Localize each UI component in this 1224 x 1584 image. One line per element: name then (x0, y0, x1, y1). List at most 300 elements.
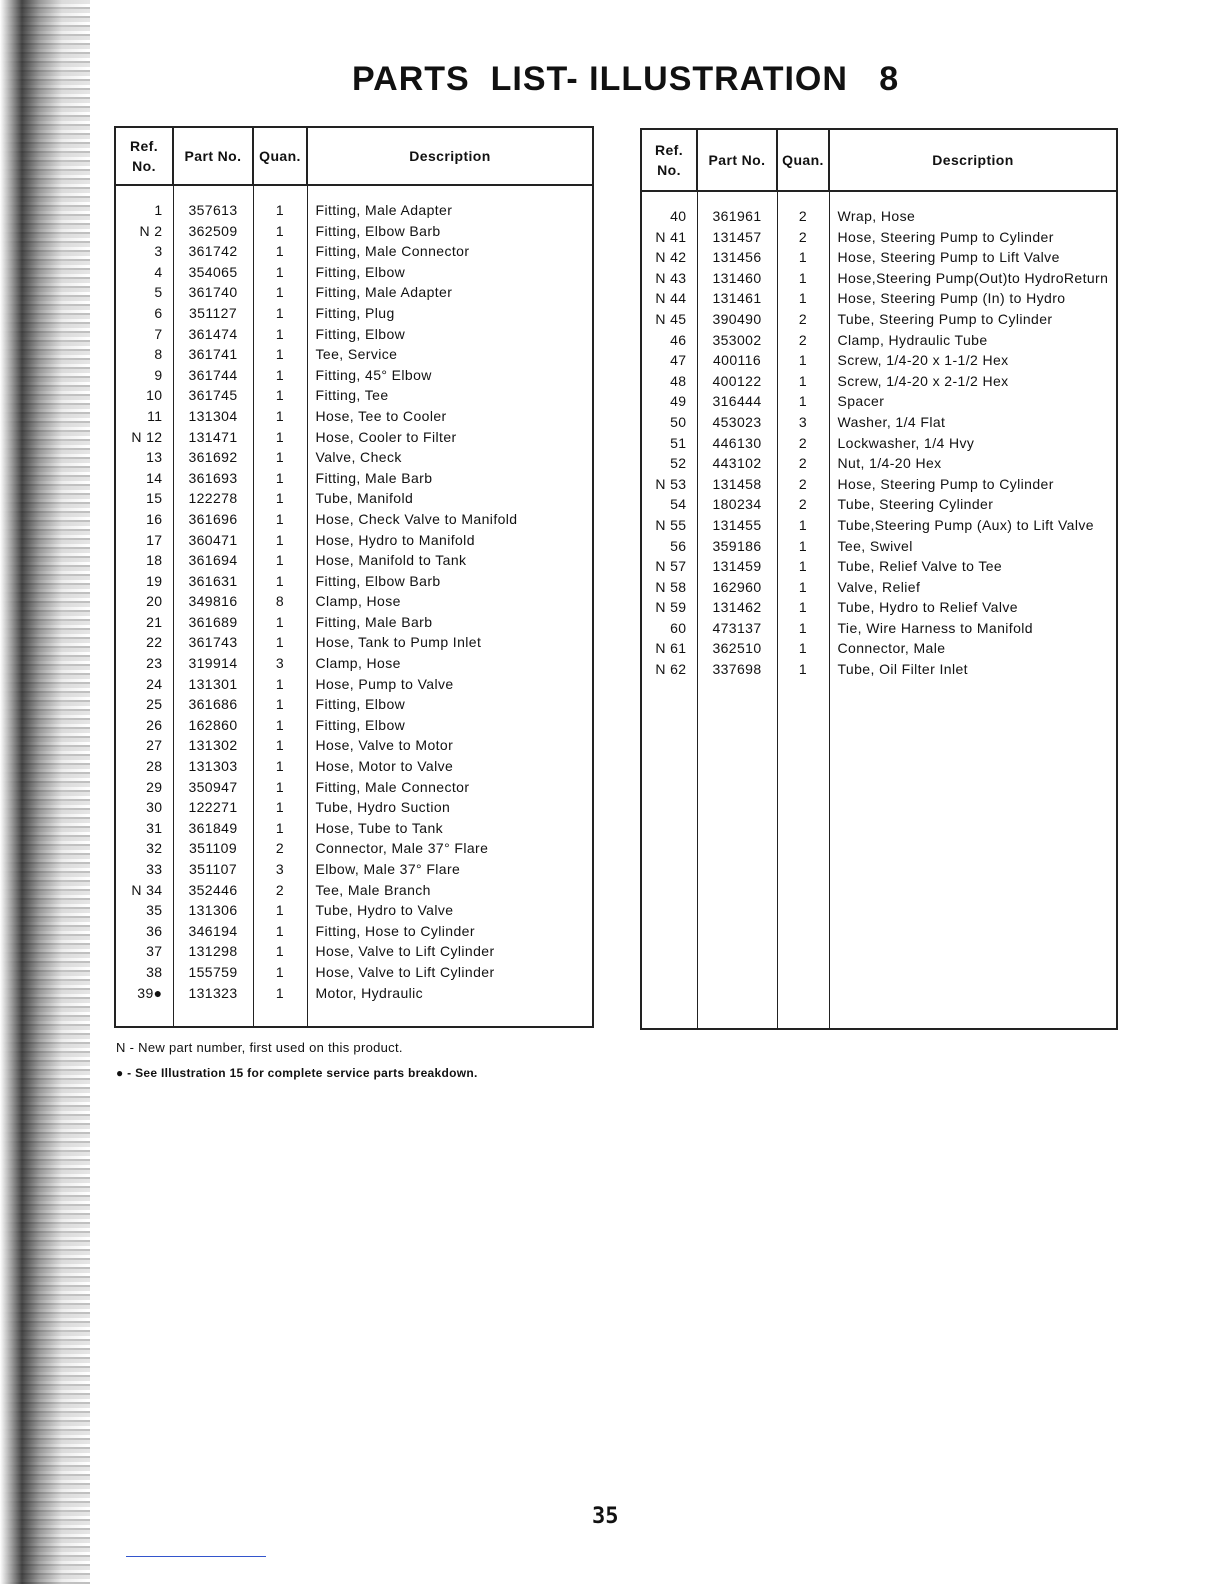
description-cell: Hose, Steering Pump (In) to Hydro (829, 288, 1117, 309)
part-no-cell: 453023 (697, 412, 777, 433)
table-row (641, 412, 1117, 433)
table-row (115, 838, 593, 859)
quantity-cell: 2 (777, 191, 829, 227)
ref-no-cell: 30 (115, 797, 173, 818)
ref-no-cell: 60 (641, 618, 697, 639)
table-row (115, 427, 593, 448)
part-no-cell: 131306 (173, 900, 253, 921)
description-cell: Hose, Pump to Valve (307, 674, 593, 695)
table-row (641, 191, 1117, 227)
description-cell: Hose,Steering Pump(Out)to HydroReturn (829, 268, 1117, 289)
part-no-cell: 353002 (697, 330, 777, 351)
table-row (115, 694, 593, 715)
table-row (641, 474, 1117, 495)
part-no-cell: 131303 (173, 756, 253, 777)
quantity-cell: 1 (253, 941, 307, 962)
quantity-cell: 1 (777, 350, 829, 371)
ref-no-cell: 18 (115, 550, 173, 571)
quantity-cell: 1 (777, 391, 829, 412)
table-row (115, 530, 593, 551)
table-filler-row (641, 680, 1117, 1029)
description-cell: Wrap, Hose (829, 191, 1117, 227)
quantity-cell: 1 (253, 571, 307, 592)
description-cell: Fitting, Plug (307, 303, 593, 324)
ref-no-cell: N 2 (115, 221, 173, 242)
table-row (115, 488, 593, 509)
description-cell: Fitting, Elbow (307, 715, 593, 736)
quantity-cell: 1 (253, 262, 307, 283)
header-ref-no: Ref. No. (641, 129, 697, 191)
description-cell: Hose, Valve to Lift Cylinder (307, 962, 593, 983)
ref-no-cell: 5 (115, 282, 173, 303)
ref-no-cell: 14 (115, 468, 173, 489)
page-title: PARTS LIST- ILLUSTRATION 8 (352, 60, 900, 98)
quantity-cell: 1 (253, 509, 307, 530)
description-cell: Tee, Service (307, 344, 593, 365)
part-no-cell: 361631 (173, 571, 253, 592)
description-cell: Fitting, Male Adapter (307, 185, 593, 221)
description-cell: Fitting, Elbow (307, 262, 593, 283)
part-no-cell: 446130 (697, 433, 777, 454)
part-no-cell: 361849 (173, 818, 253, 839)
quantity-cell: 3 (777, 412, 829, 433)
table-row (641, 638, 1117, 659)
description-cell: Valve, Relief (829, 577, 1117, 598)
quantity-cell: 1 (777, 268, 829, 289)
table-row (115, 365, 593, 386)
table-row (641, 371, 1117, 392)
quantity-cell: 2 (253, 880, 307, 901)
description-cell: Connector, Male (829, 638, 1117, 659)
ref-no-cell: 51 (641, 433, 697, 454)
footnote-see-illustration: ● - See Illustration 15 for complete service parts breakdown. (116, 1066, 478, 1080)
ref-no-cell: N 43 (641, 268, 697, 289)
quantity-cell: 1 (253, 530, 307, 551)
description-cell: Tube, Oil Filter Inlet (829, 659, 1117, 680)
quantity-cell: 1 (253, 632, 307, 653)
table-row (115, 185, 593, 221)
description-cell: Spacer (829, 391, 1117, 412)
description-cell: Hose, Valve to Motor (307, 735, 593, 756)
part-no-cell: 362509 (173, 221, 253, 242)
part-no-cell: 400122 (697, 371, 777, 392)
description-cell: Fitting, Elbow (307, 324, 593, 345)
ref-no-cell: 22 (115, 632, 173, 653)
table-row (115, 262, 593, 283)
part-no-cell: 350947 (173, 777, 253, 798)
ref-no-cell: 48 (641, 371, 697, 392)
table-row (115, 550, 593, 571)
table-row (115, 344, 593, 365)
ref-no-cell: 25 (115, 694, 173, 715)
ref-no-cell: 35 (115, 900, 173, 921)
part-no-cell: 351127 (173, 303, 253, 324)
part-no-cell: 131461 (697, 288, 777, 309)
part-no-cell: 122278 (173, 488, 253, 509)
ref-no-cell: 32 (115, 838, 173, 859)
description-cell: Hose, Tank to Pump Inlet (307, 632, 593, 653)
table-row (115, 509, 593, 530)
empty-cell (697, 680, 777, 1029)
table-row (641, 536, 1117, 557)
quantity-cell: 1 (777, 577, 829, 598)
empty-cell (307, 1003, 593, 1027)
table-row (641, 247, 1117, 268)
ref-no-cell: 24 (115, 674, 173, 695)
parts-table-right (640, 128, 1118, 1030)
description-cell: Tube, Hydro to Valve (307, 900, 593, 921)
table-row (641, 309, 1117, 330)
ref-no-cell: 29 (115, 777, 173, 798)
empty-cell (253, 1003, 307, 1027)
ref-no-cell: 27 (115, 735, 173, 756)
quantity-cell: 2 (253, 838, 307, 859)
quantity-cell: 1 (253, 797, 307, 818)
quantity-cell: 1 (777, 597, 829, 618)
table-row (641, 556, 1117, 577)
quantity-cell: 1 (253, 427, 307, 448)
description-cell: Lockwasher, 1/4 Hvy (829, 433, 1117, 454)
table-row (115, 941, 593, 962)
ref-no-cell: 56 (641, 536, 697, 557)
table-row (115, 612, 593, 633)
table-row (641, 330, 1117, 351)
quantity-cell: 2 (777, 494, 829, 515)
description-cell: Fitting, Male Barb (307, 468, 593, 489)
ref-no-cell: N 34 (115, 880, 173, 901)
table-row (641, 288, 1117, 309)
table-row (115, 632, 593, 653)
parts-table-left (114, 126, 594, 1028)
empty-cell (829, 680, 1117, 1029)
ref-no-cell: 20 (115, 591, 173, 612)
table-row (115, 221, 593, 242)
description-cell: Motor, Hydraulic (307, 983, 593, 1004)
quantity-cell: 1 (253, 735, 307, 756)
description-cell: Screw, 1/4-20 x 2-1/2 Hex (829, 371, 1117, 392)
part-no-cell: 131456 (697, 247, 777, 268)
ref-no-cell: 50 (641, 412, 697, 433)
description-cell: Hose, Steering Pump to Cylinder (829, 227, 1117, 248)
quantity-cell: 3 (253, 653, 307, 674)
table-row (641, 227, 1117, 248)
table-row (115, 983, 593, 1004)
quantity-cell: 1 (253, 715, 307, 736)
quantity-cell: 1 (253, 468, 307, 489)
empty-cell (115, 1003, 173, 1027)
ref-no-cell: 31 (115, 818, 173, 839)
quantity-cell: 2 (777, 227, 829, 248)
table-row (115, 591, 593, 612)
quantity-cell: 1 (253, 282, 307, 303)
header-description: Description (829, 129, 1117, 191)
description-cell: Tube, Relief Valve to Tee (829, 556, 1117, 577)
table-row (641, 433, 1117, 454)
table-row (115, 324, 593, 345)
table-row (115, 818, 593, 839)
quantity-cell: 1 (777, 371, 829, 392)
part-no-cell: 400116 (697, 350, 777, 371)
description-cell: Connector, Male 37° Flare (307, 838, 593, 859)
part-no-cell: 155759 (173, 962, 253, 983)
quantity-cell: 1 (253, 612, 307, 633)
header-part-no: Part No. (173, 127, 253, 185)
table-row (115, 406, 593, 427)
quantity-cell: 1 (777, 288, 829, 309)
ref-no-cell: 26 (115, 715, 173, 736)
description-cell: Fitting, Elbow Barb (307, 571, 593, 592)
quantity-cell: 1 (253, 900, 307, 921)
quantity-cell: 1 (253, 303, 307, 324)
ref-no-cell: 13 (115, 447, 173, 468)
ref-no-cell: 47 (641, 350, 697, 371)
ref-no-cell: 4 (115, 262, 173, 283)
description-cell: Tie, Wire Harness to Manifold (829, 618, 1117, 639)
part-no-cell: 180234 (697, 494, 777, 515)
part-no-cell: 361743 (173, 632, 253, 653)
description-cell: Tube, Steering Cylinder (829, 494, 1117, 515)
ref-no-cell: N 62 (641, 659, 697, 680)
part-no-cell: 131458 (697, 474, 777, 495)
description-cell: Tube, Hydro Suction (307, 797, 593, 818)
quantity-cell: 1 (777, 659, 829, 680)
quantity-cell: 1 (253, 962, 307, 983)
part-no-cell: 360471 (173, 530, 253, 551)
part-no-cell: 162960 (697, 577, 777, 598)
part-no-cell: 361689 (173, 612, 253, 633)
table-row (115, 797, 593, 818)
bottom-rule (126, 1556, 266, 1557)
ref-no-cell: 38 (115, 962, 173, 983)
header-quan: Quan. (253, 127, 307, 185)
part-no-cell: 349816 (173, 591, 253, 612)
ref-no-cell: 7 (115, 324, 173, 345)
part-no-cell: 443102 (697, 453, 777, 474)
part-no-cell: 131298 (173, 941, 253, 962)
part-no-cell: 352446 (173, 880, 253, 901)
description-cell: Screw, 1/4-20 x 1-1/2 Hex (829, 350, 1117, 371)
quantity-cell: 2 (777, 474, 829, 495)
description-cell: Hose, Check Valve to Manifold (307, 509, 593, 530)
description-cell: Tube, Steering Pump to Cylinder (829, 309, 1117, 330)
quantity-cell: 1 (253, 488, 307, 509)
ref-no-cell: 28 (115, 756, 173, 777)
description-cell: Hose, Hydro to Manifold (307, 530, 593, 551)
table-row (115, 735, 593, 756)
part-no-cell: 361693 (173, 468, 253, 489)
part-no-cell: 351109 (173, 838, 253, 859)
description-cell: Clamp, Hydraulic Tube (829, 330, 1117, 351)
part-no-cell: 319914 (173, 653, 253, 674)
table-row (115, 715, 593, 736)
part-no-cell: 316444 (697, 391, 777, 412)
ref-no-cell: 39● (115, 983, 173, 1004)
part-no-cell: 361740 (173, 282, 253, 303)
part-no-cell: 361742 (173, 241, 253, 262)
quantity-cell: 2 (777, 433, 829, 454)
ref-no-cell: 1 (115, 185, 173, 221)
part-no-cell: 131304 (173, 406, 253, 427)
ref-no-cell: 15 (115, 488, 173, 509)
part-no-cell: 131457 (697, 227, 777, 248)
part-no-cell: 337698 (697, 659, 777, 680)
ref-no-cell: 49 (641, 391, 697, 412)
quantity-cell: 1 (253, 921, 307, 942)
part-no-cell: 131302 (173, 735, 253, 756)
description-cell: Hose, Manifold to Tank (307, 550, 593, 571)
part-no-cell: 122271 (173, 797, 253, 818)
table-row (641, 350, 1117, 371)
ref-no-cell: N 55 (641, 515, 697, 536)
description-cell: Hose, Steering Pump to Cylinder (829, 474, 1117, 495)
ref-no-cell: 11 (115, 406, 173, 427)
ref-no-cell: 10 (115, 385, 173, 406)
ref-no-cell: N 44 (641, 288, 697, 309)
footnote-new-part: N - New part number, first used on this product. (116, 1040, 403, 1055)
part-no-cell: 362510 (697, 638, 777, 659)
description-cell: Hose, Cooler to Filter (307, 427, 593, 448)
table-row (641, 618, 1117, 639)
description-cell: Tube, Hydro to Relief Valve (829, 597, 1117, 618)
ref-no-cell: N 42 (641, 247, 697, 268)
ref-no-cell: N 58 (641, 577, 697, 598)
ref-no-cell: 40 (641, 191, 697, 227)
description-cell: Hose, Tee to Cooler (307, 406, 593, 427)
part-no-cell: 357613 (173, 185, 253, 221)
scanned-spine-edge (0, 0, 90, 1584)
empty-cell (173, 1003, 253, 1027)
table-row (115, 880, 593, 901)
ref-no-cell: N 12 (115, 427, 173, 448)
ref-no-cell: 52 (641, 453, 697, 474)
description-cell: Tube, Manifold (307, 488, 593, 509)
ref-no-cell: N 61 (641, 638, 697, 659)
ref-no-cell: 16 (115, 509, 173, 530)
table-row (115, 674, 593, 695)
quantity-cell: 2 (777, 453, 829, 474)
ref-no-cell: 23 (115, 653, 173, 674)
part-no-cell: 131323 (173, 983, 253, 1004)
quantity-cell: 1 (253, 983, 307, 1004)
header-part-no: Part No. (697, 129, 777, 191)
description-cell: Fitting, Male Barb (307, 612, 593, 633)
quantity-cell: 1 (253, 550, 307, 571)
part-no-cell: 359186 (697, 536, 777, 557)
description-cell: Hose, Motor to Valve (307, 756, 593, 777)
header-description: Description (307, 127, 593, 185)
description-cell: Washer, 1/4 Flat (829, 412, 1117, 433)
quantity-cell: 1 (253, 674, 307, 695)
table-row (115, 282, 593, 303)
quantity-cell: 1 (253, 777, 307, 798)
table-row (115, 468, 593, 489)
quantity-cell: 1 (777, 515, 829, 536)
ref-no-cell: 19 (115, 571, 173, 592)
description-cell: Tee, Swivel (829, 536, 1117, 557)
ref-no-cell: 17 (115, 530, 173, 551)
ref-no-cell: N 41 (641, 227, 697, 248)
part-no-cell: 361474 (173, 324, 253, 345)
part-no-cell: 361745 (173, 385, 253, 406)
description-cell: Fitting, Elbow (307, 694, 593, 715)
part-no-cell: 131301 (173, 674, 253, 695)
table-row (115, 921, 593, 942)
ref-no-cell: N 53 (641, 474, 697, 495)
ref-no-cell: 33 (115, 859, 173, 880)
quantity-cell: 1 (253, 818, 307, 839)
table-row (115, 653, 593, 674)
ref-no-cell: 36 (115, 921, 173, 942)
part-no-cell: 131459 (697, 556, 777, 577)
description-cell: Tube,Steering Pump (Aux) to Lift Valve (829, 515, 1117, 536)
part-no-cell: 131471 (173, 427, 253, 448)
description-cell: Tee, Male Branch (307, 880, 593, 901)
description-cell: Fitting, Male Adapter (307, 282, 593, 303)
ref-no-cell: 8 (115, 344, 173, 365)
table-row (115, 241, 593, 262)
table-row (641, 659, 1117, 680)
part-no-cell: 361741 (173, 344, 253, 365)
description-cell: Hose, Tube to Tank (307, 818, 593, 839)
quantity-cell: 1 (777, 556, 829, 577)
quantity-cell: 1 (253, 694, 307, 715)
ref-no-cell: 46 (641, 330, 697, 351)
description-cell: Fitting, Male Connector (307, 241, 593, 262)
part-no-cell: 390490 (697, 309, 777, 330)
quantity-cell: 1 (253, 756, 307, 777)
quantity-cell: 1 (777, 247, 829, 268)
description-cell: Nut, 1/4-20 Hex (829, 453, 1117, 474)
quantity-cell: 1 (777, 638, 829, 659)
quantity-cell: 1 (253, 365, 307, 386)
parts-table-right-body (641, 191, 1117, 1029)
table-row (641, 453, 1117, 474)
part-no-cell: 361961 (697, 191, 777, 227)
table-row (641, 391, 1117, 412)
part-no-cell: 361694 (173, 550, 253, 571)
part-no-cell: 361744 (173, 365, 253, 386)
table-row (115, 756, 593, 777)
table-row (115, 385, 593, 406)
table-row (115, 571, 593, 592)
part-no-cell: 361692 (173, 447, 253, 468)
ref-no-cell: N 57 (641, 556, 697, 577)
quantity-cell: 1 (777, 536, 829, 557)
table-row (115, 962, 593, 983)
table-row (641, 515, 1117, 536)
quantity-cell: 3 (253, 859, 307, 880)
part-no-cell: 131460 (697, 268, 777, 289)
quantity-cell: 1 (253, 406, 307, 427)
ref-no-cell: 37 (115, 941, 173, 962)
quantity-cell: 1 (253, 385, 307, 406)
ref-no-cell: 21 (115, 612, 173, 633)
empty-cell (777, 680, 829, 1029)
quantity-cell: 2 (777, 309, 829, 330)
part-no-cell: 473137 (697, 618, 777, 639)
table-row (115, 777, 593, 798)
quantity-cell: 1 (253, 241, 307, 262)
quantity-cell: 1 (253, 221, 307, 242)
table-row (115, 303, 593, 324)
quantity-cell: 1 (253, 324, 307, 345)
quantity-cell: 2 (777, 330, 829, 351)
ref-no-cell: 54 (641, 494, 697, 515)
part-no-cell: 131462 (697, 597, 777, 618)
table-row (115, 447, 593, 468)
part-no-cell: 162860 (173, 715, 253, 736)
description-cell: Fitting, 45° Elbow (307, 365, 593, 386)
